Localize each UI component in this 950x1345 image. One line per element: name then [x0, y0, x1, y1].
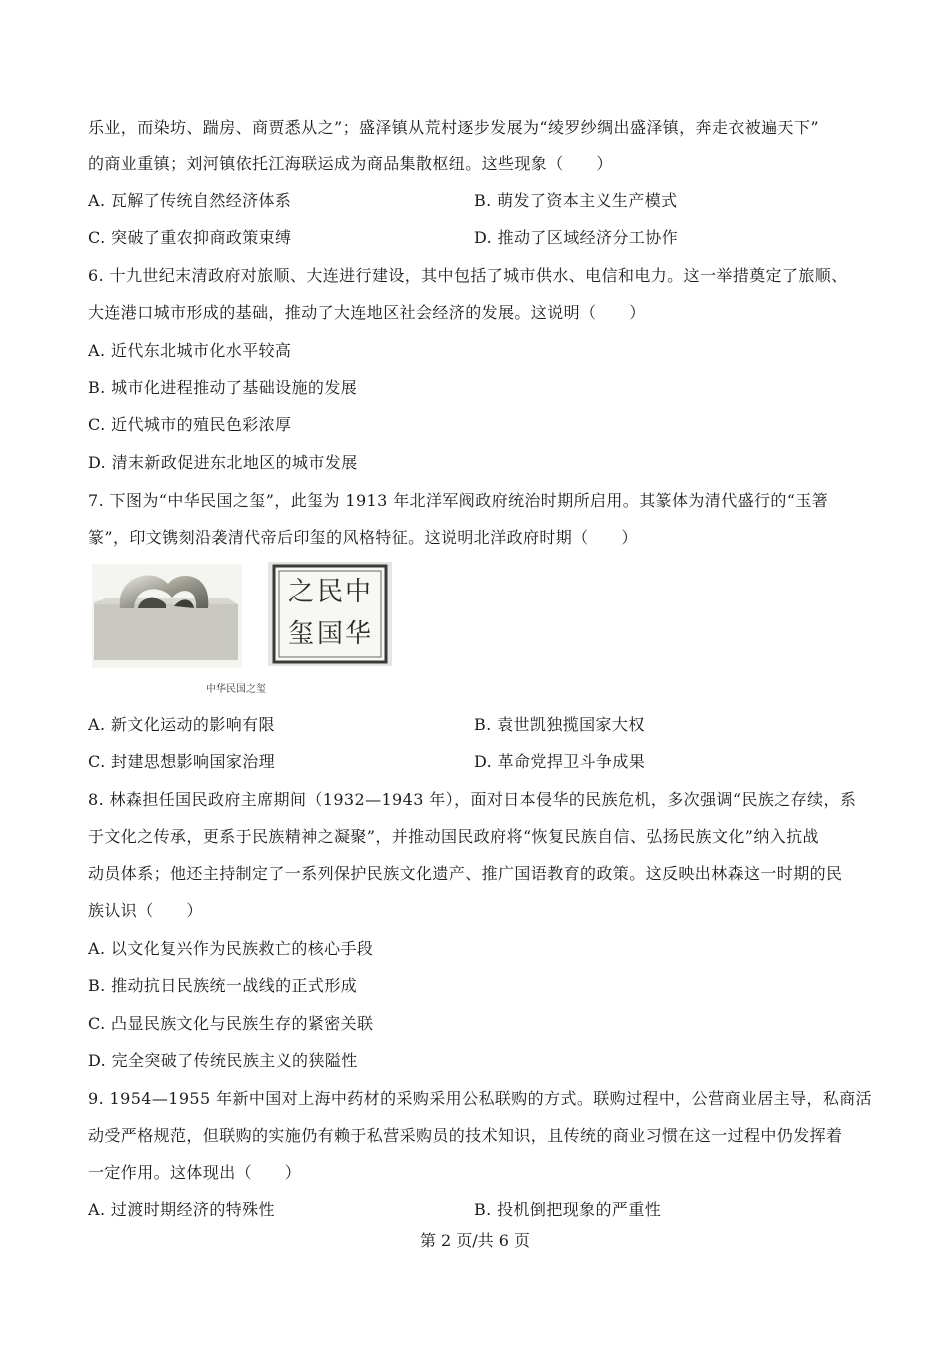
q8-option-b: B. 推动抗日民族统一战线的正式形成 — [88, 976, 358, 995]
page-number-footer: 第 2 页/共 6 页 — [419, 1231, 531, 1250]
q8-text-line-1: 8. 林森担任国民政府主席期间（1932—1943 年），面对日本侵华的民族危机，多次强调“民族之存续，系 — [88, 790, 857, 809]
seal-char-1: 中 — [344, 577, 372, 607]
q5-option-a: A. 瓦解了传统自然经济体系 — [88, 191, 292, 210]
q8-option-d: D. 完全突破了传统民族主义的狭隘性 — [88, 1051, 358, 1070]
q9-text-line-1: 9. 1954—1955 年新中国对上海中药材的采购采用公私联购的方式。联购过程中，公营商业居主导，私商活 — [88, 1089, 873, 1108]
q8-text-line-4: 族认识（ ） — [88, 901, 203, 920]
q5-option-c: C. 突破了重农抑商政策束缚 — [88, 228, 292, 247]
seal-figure-caption: 中华民国之玺 — [206, 684, 266, 695]
q7-text-line-1: 7. 下图为“中华民国之玺”，此玺为 1913 年北洋军阀政府统治时期所启用。其篆体为清代盛行的“玉箸 — [88, 491, 829, 510]
q6-option-c: C. 近代城市的殖民色彩浓厚 — [88, 415, 292, 434]
q9-text-line-2: 动受严格规范，但联购的实施仍有赖于私营采购员的技术知识，且传统的商业习惯在这一过程中仍发挥着 — [88, 1126, 843, 1145]
q6-option-a: A. 近代东北城市化水平较高 — [88, 341, 292, 360]
q5-option-b: B. 萌发了资本主义生产模式 — [474, 191, 678, 210]
q6-text-line-1: 6. 十九世纪末清政府对旅顺、大连进行建设，其中包括了城市供水、电信和电力。这一举措奠定了旅顺、 — [88, 266, 848, 285]
q7-option-d: D. 革命党捍卫斗争成果 — [474, 752, 646, 771]
q7-option-a: A. 新文化运动的影响有限 — [88, 715, 275, 734]
q8-option-a: A. 以文化复兴作为民族救亡的核心手段 — [88, 939, 374, 958]
q5-text-line-1: 乐业，而染坊、踹房、商贾悉从之”；盛泽镇从荒村逐步发展为“绫罗纱绸出盛泽镇，奔走衣被遍天下” — [88, 118, 819, 137]
q8-text-line-3: 动员体系；他还主持制定了一系列保护民族文化遗产、推广国语教育的政策。这反映出林森这一时期的民 — [88, 864, 843, 883]
q8-option-c: C. 凸显民族文化与民族生存的紧密关联 — [88, 1014, 374, 1033]
seal-char-4: 国 — [316, 619, 344, 649]
seal-char-6: 玺 — [287, 619, 315, 649]
q7-text-line-2: 篆”，印文镌刻沿袭清代帝后印玺的风格特征。这说明北洋政府时期（ ） — [88, 528, 638, 547]
q5-option-d: D. 推动了区域经济分工协作 — [474, 228, 679, 247]
q7-option-c: C. 封建思想影响国家治理 — [88, 752, 276, 771]
q6-text-line-2: 大连港口城市形成的基础，推动了大连地区社会经济的发展。这说明（ ） — [88, 303, 646, 322]
seal-char-3: 民 — [316, 577, 344, 607]
seal-stamp-image — [268, 562, 392, 666]
seal-photo-image — [92, 564, 242, 668]
q5-text-line-2: 的商业重镇；刘河镇依托江海联运成为商品集散枢纽。这些现象（ ） — [88, 154, 613, 173]
q9-option-b: B. 投机倒把现象的严重性 — [474, 1200, 662, 1219]
q7-option-b: B. 袁世凯独揽国家大权 — [474, 715, 645, 734]
seal-char-2: 华 — [344, 619, 372, 649]
q9-text-line-3: 一定作用。这体现出（ ） — [88, 1163, 302, 1182]
q6-option-d: D. 清末新政促进东北地区的城市发展 — [88, 453, 358, 472]
seal-figure — [88, 560, 408, 700]
q6-option-b: B. 城市化进程推动了基础设施的发展 — [88, 378, 358, 397]
seal-char-5: 之 — [287, 577, 315, 607]
q8-text-line-2: 于文化之传承，更系于民族精神之凝聚”，并推动国民政府将“恢复民族自信、弘扬民族文化”纳入抗战 — [88, 827, 819, 846]
q9-option-a: A. 过渡时期经济的特殊性 — [88, 1200, 275, 1219]
